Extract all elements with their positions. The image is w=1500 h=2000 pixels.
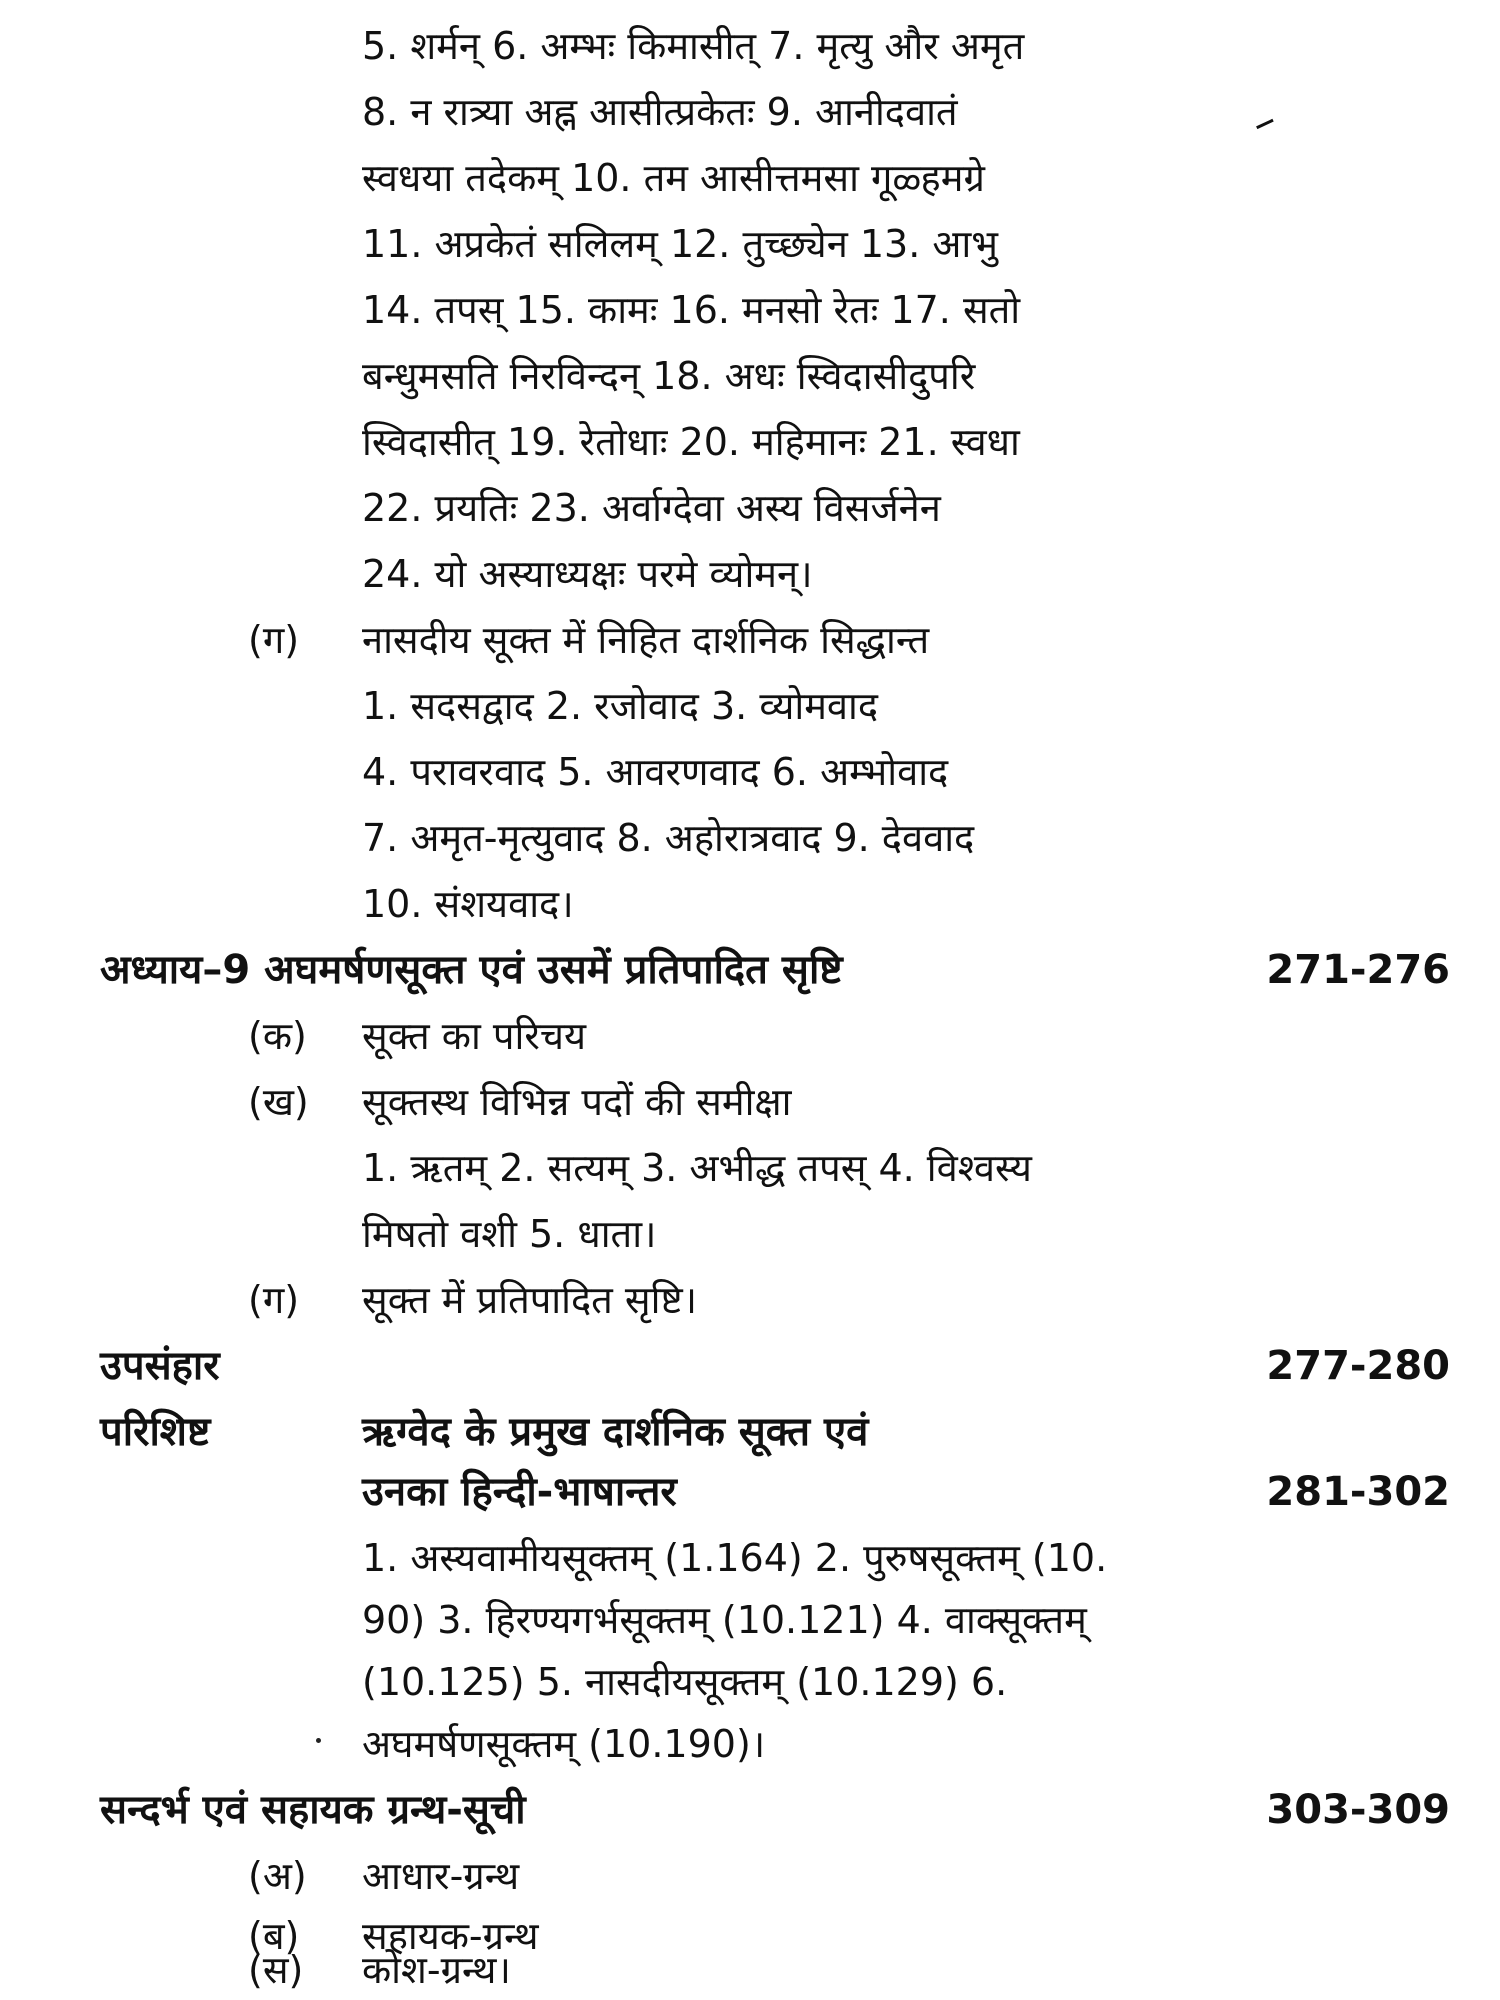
appendix-title: ऋग्वेद के प्रमुख दार्शनिक सूक्त एवं	[362, 1409, 869, 1455]
page-range: 303-309	[1266, 1787, 1450, 1833]
section-label: (ख)	[248, 1080, 309, 1124]
list-line: 7. अमृत-मृत्युवाद 8. अहोरात्रवाद 9. देववाद	[362, 816, 975, 860]
ink-dot	[316, 1738, 321, 1743]
list-line: (10.125) 5. नासदीयसूक्तम् (10.129) 6.	[362, 1660, 1008, 1704]
section-label: (ग)	[248, 618, 300, 662]
section-title: आधार-ग्रन्थ	[362, 1854, 520, 1898]
list-line: स्विदासीत् 19. रेतोधाः 20. महिमानः 21. स्वधा	[362, 420, 1020, 464]
list-line: 4. परावरवाद 5. आवरणवाद 6. अम्भोवाद	[362, 750, 949, 794]
list-line: 1. ऋतम् 2. सत्यम् 3. अभीद्ध तपस् 4. विश्वस्य	[362, 1146, 1032, 1190]
section-label: (ब)	[248, 1914, 300, 1958]
list-line: 1. अस्यवामीयसूक्तम् (1.164) 2. पुरुषसूक्तम् (10.	[362, 1536, 1108, 1580]
appendix-label: परिशिष्ट	[100, 1409, 211, 1455]
list-line: अघमर्षणसूक्तम् (10.190)।	[362, 1722, 766, 1766]
section-title: सूक्त का परिचय	[362, 1014, 587, 1058]
section-label: (अ)	[248, 1854, 307, 1898]
section-title: नासदीय सूक्त में निहित दार्शनिक सिद्धान्त	[362, 618, 930, 662]
page-range: 277-280	[1266, 1343, 1450, 1389]
section-title: सूक्तस्थ विभिन्न पदों की समीक्षा	[362, 1080, 792, 1124]
pen-mark	[1256, 119, 1278, 138]
list-line: 1. सदसद्वाद 2. रजोवाद 3. व्योमवाद	[362, 684, 879, 728]
section-label: (स)	[248, 1948, 304, 1992]
list-line: 8. न रात्र्या अह्न आसीत्प्रकेतः 9. आनीदवातं	[362, 90, 958, 134]
section-title: कोश-ग्रन्थ।	[362, 1948, 511, 1992]
section-label: (क)	[248, 1014, 307, 1058]
appendix-title: उनका हिन्दी-भाषान्तर	[362, 1469, 677, 1515]
list-line: स्वधया तदेकम् 10. तम आसीत्तमसा गूळ्हमग्रे	[362, 156, 985, 200]
page-range: 281-302	[1266, 1469, 1450, 1515]
chapter-title: उपसंहार	[100, 1343, 220, 1389]
list-line: 11. अप्रकेतं सलिलम् 12. तुच्छ्येन 13. आभु	[362, 222, 998, 266]
chapter-title: सन्दर्भ एवं सहायक ग्रन्थ-सूची	[100, 1787, 526, 1833]
list-line: बन्धुमसति निरविन्दन् 18. अधः स्विदासीदुपरि	[362, 354, 976, 398]
list-line: 10. संशयवाद।	[362, 882, 574, 926]
list-line: 24. यो अस्याध्यक्षः परमे व्योमन्।	[362, 552, 813, 596]
list-line: मिषतो वशी 5. धाता।	[362, 1212, 657, 1256]
section-label: (ग)	[248, 1278, 300, 1322]
list-line: 5. शर्मन् 6. अम्भः किमासीत् 7. मृत्यु और अमृत	[362, 24, 1025, 68]
list-line: 14. तपस् 15. कामः 16. मनसो रेतः 17. सतो	[362, 288, 1021, 332]
section-title: सूक्त में प्रतिपादित सृष्टि।	[362, 1278, 698, 1322]
page-range: 271-276	[1266, 947, 1450, 993]
list-line: 22. प्रयतिः 23. अर्वाग्देवा अस्य विसर्जनेन	[362, 486, 941, 530]
section-title: सहायक-ग्रन्थ	[362, 1914, 539, 1958]
chapter-title: अध्याय–9 अघमर्षणसूक्त एवं उसमें प्रतिपादित सृष्टि	[100, 947, 843, 993]
list-line: 90) 3. हिरण्यगर्भसूक्तम् (10.121) 4. वाक्सूक्तम्	[362, 1598, 1087, 1642]
